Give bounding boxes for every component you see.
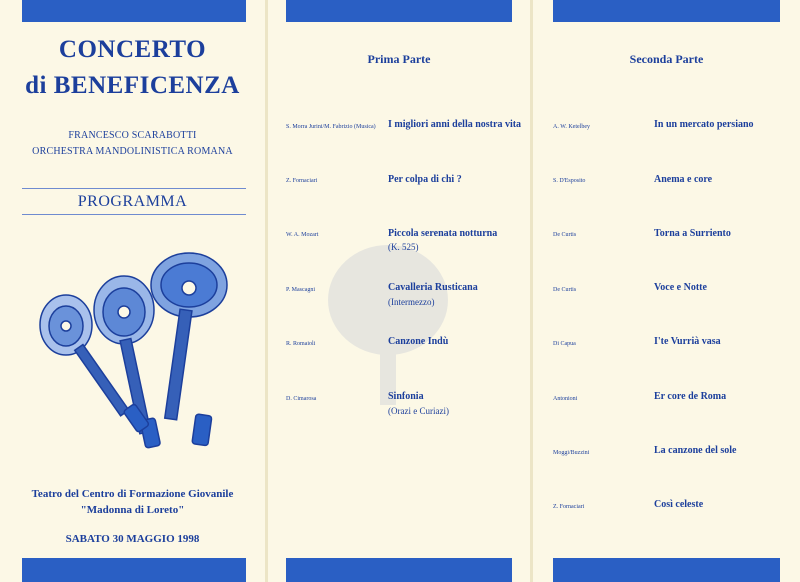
piece-note: (Intermezzo) <box>388 297 435 307</box>
top-bar <box>22 0 246 22</box>
composer: S. D'Esposito <box>553 178 586 184</box>
performer-1: FRANCESCO SCARABOTTI <box>68 130 197 141</box>
composer: R. Romaioli <box>286 341 316 347</box>
composer: S. Morra Jurini/M. Fabrizio (Musica) <box>286 124 376 130</box>
composer: Moggi/Buzzini <box>553 450 590 456</box>
piece-title: La canzone del sole <box>654 445 737 456</box>
piece-title: Torna a Surriento <box>654 228 731 239</box>
piece-title: Sinfonia <box>388 391 424 402</box>
piece-title: Per colpa di chi ? <box>388 174 462 185</box>
piece-title: I'te Vurrià vasa <box>654 336 721 347</box>
watermark-mandolin-icon <box>308 230 468 410</box>
piece-title: Cavalleria Rusticana <box>388 282 478 293</box>
top-bar <box>553 0 780 22</box>
three-mandolins-icon <box>34 240 244 470</box>
composer: A. W. Ketelbey <box>553 124 590 130</box>
seconda-parte-panel <box>533 0 800 582</box>
title-line-2: di BENEFICENZA <box>25 72 240 99</box>
venue-line-1: Teatro del Centro di Formazione Giovanile <box>31 488 234 500</box>
prima-parte-panel <box>268 0 530 582</box>
composer: P. Mascagni <box>286 287 315 293</box>
piece-note: (K. 525) <box>388 242 419 252</box>
composer: Z. Fornaciari <box>553 504 585 510</box>
bottom-bar <box>286 558 512 582</box>
venue-line-2: "Madonna di Loreto" <box>80 504 185 516</box>
composer: D. Cimarosa <box>286 396 317 402</box>
divider-bottom <box>22 214 246 215</box>
piece-note: (Orazi e Curiazi) <box>388 406 449 416</box>
title-line-1: CONCERTO <box>58 36 207 63</box>
divider-top <box>22 188 246 189</box>
seconda-parte-title: Seconda Parte <box>629 52 704 66</box>
concert-date: SABATO 30 MAGGIO 1998 <box>65 533 200 545</box>
piece-title: Voce e Notte <box>654 282 707 293</box>
piece-title: In un mercato persiano <box>654 119 754 130</box>
performer-2: ORCHESTRA MANDOLINISTICA ROMANA <box>32 146 233 157</box>
programma-heading: PROGRAMMA <box>77 193 188 210</box>
piece-title: Canzone Indù <box>388 336 449 347</box>
piece-title: Er core de Roma <box>654 391 727 402</box>
piece-title: Così celeste <box>654 499 704 510</box>
top-bar <box>286 0 512 22</box>
composer: Di Capua <box>553 341 576 347</box>
composer: W. A. Mozart <box>286 232 319 238</box>
prima-parte-title: Prima Parte <box>367 52 431 66</box>
piece-title: Anema e core <box>654 174 713 185</box>
piece-title: Piccola serenata notturna <box>388 228 498 239</box>
composer: Z. Fornaciari <box>286 178 318 184</box>
bottom-bar <box>22 558 246 582</box>
composer: De Curtis <box>553 232 577 238</box>
composer: Antonioni <box>553 396 578 402</box>
cover-panel <box>0 0 265 582</box>
bottom-bar <box>553 558 780 582</box>
composer: De Curtis <box>553 287 577 293</box>
piece-title: I migliori anni della nostra vita <box>388 119 522 130</box>
